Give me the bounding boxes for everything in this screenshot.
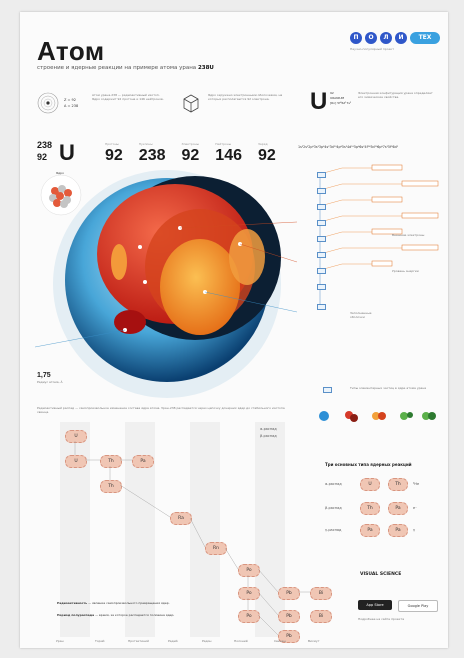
chain-nucleus: Bi [310, 610, 332, 623]
footer-radioactivity [57, 602, 177, 606]
stat-label: Заряд [258, 142, 268, 146]
axis-label: Радий [168, 639, 178, 643]
chain-nucleus: Pb [278, 610, 300, 623]
chain-legend-alpha: α-распад [260, 427, 277, 431]
decay-from: Pa [360, 524, 380, 537]
stat-label: Нуклоны [138, 142, 153, 146]
chain-nucleus: Pb [278, 630, 300, 643]
logo-letter: ТЕХ [410, 32, 440, 44]
note-energy-level: Уровень энергии [392, 269, 419, 273]
subtitle-isotope: 238U [197, 65, 214, 71]
footer-term: Радиоактивность [57, 601, 88, 605]
axis-label: Уран [56, 639, 64, 643]
chain-nucleus: Po [238, 610, 260, 623]
chain-arrows [20, 12, 448, 648]
footer-bottom-text: Подробнее на сайте проекта [358, 617, 405, 621]
stat-value: 238 [138, 147, 166, 164]
atomic-number: 92 [37, 152, 48, 162]
decay-to: Pa [388, 502, 408, 515]
symbol: U [59, 140, 75, 165]
chain-nucleus: Pb [278, 587, 300, 600]
chain-nucleus: Rn [205, 542, 227, 555]
chain-nucleus: Th [100, 455, 122, 468]
decay-product: e⁻ [413, 506, 418, 510]
chain-nucleus: Pa [132, 455, 154, 468]
subtitle-text: строение и ядерные реакции на примере атома урана [37, 65, 197, 71]
radius-value: 1,75 [37, 372, 51, 379]
axis-label: Полоний [234, 639, 248, 643]
axis-label: Радон [202, 639, 212, 643]
intro-text-1: Атом урана-238 — радиоактивный изотоп. Ядро содержит 92 протона и 146 нейтронов. [92, 93, 164, 101]
footer-definition: — время, за которое распадается половина ядер. [95, 613, 175, 617]
decay-types-title: Три основных типа ядерных реакций [325, 462, 412, 467]
stat-label: Протоны [105, 142, 119, 146]
axis-label: Протактиний [128, 639, 149, 643]
poster [20, 12, 448, 648]
axis-label: Свинец [274, 639, 286, 643]
chain-nucleus: Bi [310, 587, 332, 600]
note-outer-electrons: Внешние электроны [392, 233, 425, 237]
chain-nucleus: U [65, 455, 87, 468]
nucleus-label: Ядро [56, 171, 64, 175]
footer-term: Период полураспада [57, 613, 95, 617]
decay-type-name: β-распад [325, 506, 342, 510]
chain-nucleus: Ra [170, 512, 192, 525]
google-play-button[interactable]: Google Play [398, 600, 438, 612]
decay-product: γ [413, 528, 416, 532]
chain-nucleus: Th [100, 480, 122, 493]
stat-label: Нейтроны [215, 142, 232, 146]
u-number: 92 [330, 91, 334, 95]
u-name: URANIUM [330, 96, 345, 100]
intro-text-3: Электронная конфигурация урана определяет его химические свойства. [358, 91, 433, 99]
decay-from: Th [360, 502, 380, 515]
footer-halflife [57, 614, 177, 618]
logo-letter: П [350, 32, 362, 44]
legend-note: Типы элементарных частиц в ядре атома урана [350, 386, 427, 390]
stat-value: 92 [258, 147, 276, 164]
decay-intro: Радиоактивный распад — самопроизвольное изменение состава ядра атома. Уран-238 распадается через цепочку дочерних ядер до стабильного изотопа свинца. [37, 406, 285, 414]
mass-number: 238 [37, 140, 53, 150]
axis-label: Висмут [308, 639, 320, 643]
stat-value: 146 [215, 147, 242, 164]
note-filled-shells: Заполненные оболочки [350, 311, 372, 319]
atom-z: Z = 92 [64, 98, 77, 102]
chain-legend-beta: β-распад [260, 434, 277, 438]
app-store-button[interactable]: App Store [358, 600, 392, 610]
u-config: [Rn] 5f³6d¹7s² [330, 101, 352, 105]
poster-title: Атом [37, 36, 105, 66]
electron-config-line: 1s²2s²2p⁶3s²3p⁶4s²3d¹⁰4p⁶5s²4d¹⁰5p⁶6s²4f¹⁴5d¹⁰6p⁶7s²5f³6d¹ [298, 145, 399, 149]
stat-value: 92 [181, 147, 200, 164]
stat-label: Электроны [181, 142, 199, 146]
logo-letter: И [395, 32, 407, 44]
decay-product: ⁴He [413, 482, 420, 486]
intro-text-2: Ядро окружено электронными оболочками, на которых располагаются 92 электрона. [208, 93, 283, 101]
chain-nucleus: Po [238, 564, 260, 577]
atom-a: A = 238 [64, 104, 79, 108]
decay-from: U [360, 478, 380, 491]
logo-tagline: Научно-популярный проект [350, 47, 395, 51]
logo-letter: О [365, 32, 377, 44]
u-symbol-large: U [310, 88, 328, 115]
chain-nucleus: U [65, 430, 87, 443]
decay-to: Th [388, 478, 408, 491]
partner-logo[interactable]: VISUAL SCIENCE [360, 572, 402, 577]
axis-label: Торий [95, 639, 105, 643]
chain-nucleus: Po [238, 587, 260, 600]
radius-label: Радиус атома, Å [37, 380, 63, 384]
footer-definition: — явление самопроизвольного превращения ядер. [88, 601, 170, 605]
decay-to: Pa [388, 524, 408, 537]
stat-value: 92 [105, 147, 123, 164]
logo-letter: Л [380, 32, 392, 44]
decay-type-name: α-распад [325, 482, 342, 486]
decay-type-name: γ-распад [325, 528, 342, 532]
